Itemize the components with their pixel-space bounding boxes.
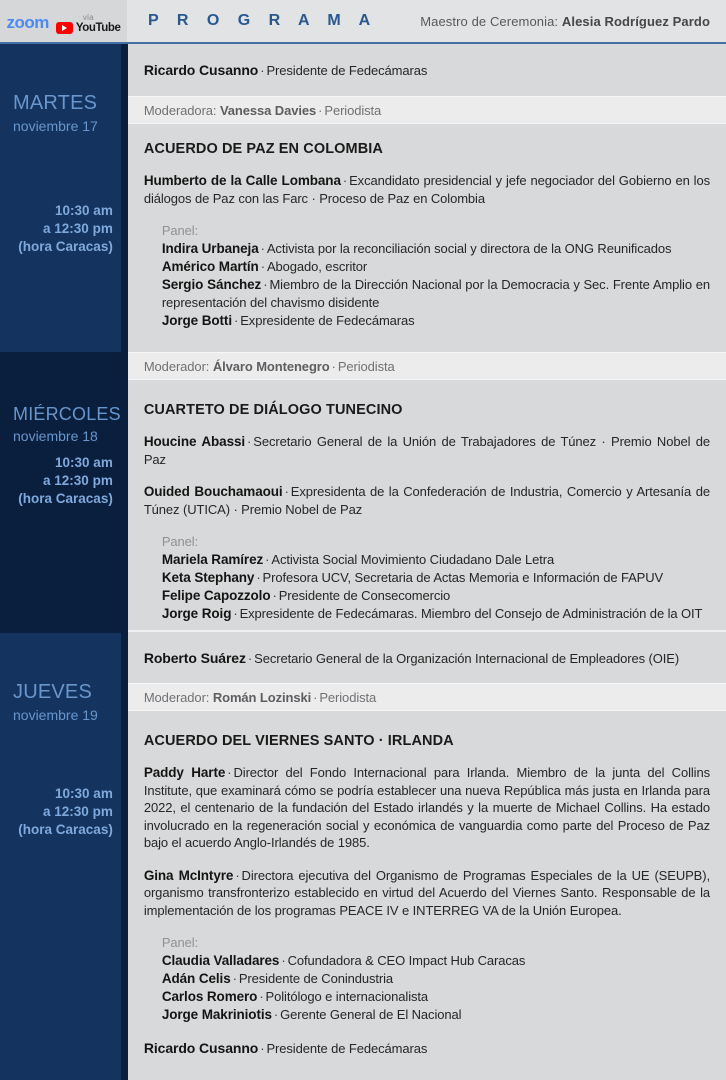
speaker-paragraph: [144, 172, 710, 207]
panel-entry: [162, 258, 710, 276]
day-name: MIÉRCOLES: [13, 404, 121, 424]
moderator-name: Vanessa Davies: [219, 102, 317, 118]
panelist-name: Felipe Capozzolo: [161, 588, 271, 603]
session-title: ACUERDO DE PAZ EN COLOMBIA: [143, 141, 383, 157]
moderator-label: Moderador:: [143, 689, 210, 705]
panelist-desc: Presidente de Conindustria: [238, 971, 394, 986]
moderator-role: Periodista: [324, 102, 382, 118]
panel-entry: [162, 240, 710, 258]
speaker-name: Roberto Suárez: [143, 649, 246, 666]
dot-separator: ·: [263, 277, 268, 292]
speaker-name: Ouided Bouchamaoui: [143, 484, 283, 499]
panel-entry: [162, 312, 710, 330]
panelist-desc: Profesora UCV, Secretaria de Actas Memoria e Información de FAPUV: [262, 570, 664, 585]
time-line: a 12:30 pm: [43, 221, 113, 236]
dot-separator: ·: [227, 765, 232, 780]
day-section-miercoles: [0, 352, 128, 633]
day-sidebar: [0, 44, 128, 1080]
dot-separator: ·: [247, 650, 253, 666]
day-name: JUEVES: [13, 681, 93, 703]
day-date: noviembre 18: [13, 428, 98, 444]
panel-list: [144, 533, 710, 623]
session-tunez: [128, 380, 726, 630]
panelist-desc: Politólogo e internacionalista: [265, 989, 429, 1004]
youtube-logo: [56, 13, 121, 34]
session-irlanda: [128, 711, 726, 1080]
speaker-paragraph: [144, 867, 710, 920]
session-title: CUARTETO DE DIÁLOGO TUNECINO: [143, 402, 403, 418]
panel-entry: [162, 587, 710, 605]
speaker-desc: Secretario General de la Unión de Trabajadores de Túnez · Premio Nobel de Paz: [143, 434, 710, 467]
moderator-name: Álvaro Montenegro: [212, 358, 330, 374]
panelist-desc: Activista por la reconciliación social y directora de la ONG Reunificados: [266, 241, 672, 256]
dot-separator: ·: [265, 552, 270, 567]
panelist-name: Jorge Roig: [161, 606, 232, 621]
speaker-desc: Secretario General de la Organización Internacional de Empleadores (OIE): [254, 650, 680, 666]
speaker-line: [144, 62, 427, 78]
dot-separator: ·: [273, 1007, 279, 1022]
panelist-desc: Abogado, escritor: [266, 259, 368, 274]
day-time: [0, 454, 121, 508]
dot-separator: ·: [260, 1041, 265, 1056]
time-line: 10:30 am: [55, 786, 113, 801]
day-date: noviembre 19: [13, 707, 98, 723]
panelist-name: Adán Celis: [161, 971, 231, 986]
panel-entry: [162, 970, 710, 988]
play-triangle-icon: [62, 25, 67, 31]
panelist-name: Mariela Ramírez: [161, 552, 264, 567]
speaker-line: [144, 1040, 710, 1056]
header-main: [127, 0, 726, 42]
panel-entry: [162, 952, 710, 970]
panelist-name: Sergio Sánchez: [161, 277, 262, 292]
panel-label: Panel:: [161, 223, 199, 238]
panel-label: Panel:: [161, 935, 199, 950]
panelist-desc: Presidente de Consecomercio: [278, 588, 451, 603]
speaker-paragraph: [144, 433, 710, 468]
panelist-desc: Expresidente de Fedecámaras: [240, 313, 415, 328]
dot-separator: ·: [260, 259, 265, 274]
time-line: 10:30 am: [55, 203, 113, 218]
dot-separator: ·: [342, 173, 348, 188]
speaker-paragraph: [144, 483, 710, 518]
session-colombia: [128, 124, 726, 352]
panel-entry: [162, 569, 710, 587]
panelist-desc: Miembro de la Dirección Nacional por la Democracia y Sec. Frente Amplio en representación del chavismo disidente: [161, 277, 710, 310]
youtube-wordmark: YouTube: [75, 21, 121, 34]
moderator-label: Moderadora:: [143, 102, 217, 118]
speaker-desc: Expresidenta de la Confederación de Industria, Comercio y Artesanía de Túnez (UTICA) · Premio Nobel de Paz: [143, 484, 710, 517]
speaker-row: [128, 630, 726, 683]
panel-list: [144, 934, 710, 1024]
youtube-play-icon: [56, 22, 73, 34]
dot-separator: ·: [313, 689, 318, 705]
day-section-jueves: [0, 633, 128, 1080]
dot-separator: ·: [331, 358, 336, 374]
speaker-name: Houcine Abassi: [143, 434, 246, 449]
panelist-desc: Activista Social Movimiento Ciudadano Dale Letra: [271, 552, 555, 567]
dot-separator: ·: [235, 867, 240, 883]
speaker-name: Ricardo Cusanno: [143, 62, 259, 78]
page-title: P R O G R A M A: [148, 12, 378, 29]
panelist-name: Américo Martín: [161, 259, 259, 274]
program-content: [128, 44, 726, 1080]
moderator-bar: [128, 96, 726, 124]
speaker-name: Ricardo Cusanno: [143, 1040, 259, 1056]
moderator-bar: [128, 352, 726, 380]
day-section-martes: [0, 44, 128, 352]
dot-separator: ·: [256, 570, 261, 585]
panelist-name: Keta Stephany: [161, 570, 255, 585]
panel-label: Panel:: [161, 534, 199, 549]
speaker-paragraph: [144, 764, 710, 852]
dot-separator: ·: [260, 63, 265, 78]
time-line: (hora Caracas): [18, 491, 113, 506]
zoom-logo: zoom: [6, 13, 49, 32]
day-time: [0, 202, 121, 256]
panel-list: [144, 222, 710, 330]
panelist-desc: Cofundadora & CEO Impact Hub Caracas: [287, 953, 526, 968]
day-time: [0, 785, 121, 839]
panelist-name: Jorge Botti: [161, 313, 232, 328]
speaker-desc: Excandidato presidencial y jefe negociador del Gobierno en los diálogos de Paz con las Farc · Proceso de Paz en Colombia: [143, 173, 710, 206]
day-date: noviembre 17: [13, 118, 98, 134]
mc-name: Alesia Rodríguez Pardo: [561, 13, 710, 29]
panel-entry: [162, 551, 710, 569]
speaker-desc: Presidente de Fedecámaras: [266, 63, 428, 78]
dot-separator: ·: [318, 102, 323, 118]
via-label: vía: [82, 12, 94, 22]
dot-separator: ·: [233, 313, 239, 328]
panel-entry: [162, 276, 710, 312]
day-name: MARTES: [13, 92, 98, 114]
speaker-line: [144, 650, 679, 666]
speaker-desc: Director del Fondo Internacional para Irlanda. Miembro de la junta del Collins Institute, que examinará cómo se podría establecer una nueva República más justa en Irlanda para 2022, el centenario de la fundación del Estado irlandés y la muerte de Michael Collins. Ha estado involucrado en la regeneración social y económica de vanguardia como parte del Proceso de Paz bajo el acuerdo Anglo-Irlandés de 1985.: [143, 765, 710, 850]
dot-separator: ·: [272, 588, 277, 603]
speaker-name: Gina McIntyre: [143, 867, 234, 883]
master-of-ceremony: [420, 14, 710, 29]
speaker-row: [128, 44, 726, 96]
time-line: a 12:30 pm: [43, 473, 113, 488]
dot-separator: ·: [232, 971, 237, 986]
panel-entry: [162, 605, 710, 623]
session-title: ACUERDO DEL VIERNES SANTO · IRLANDA: [143, 733, 454, 749]
speaker-name: Paddy Harte: [143, 765, 226, 780]
youtube-logo-row: [56, 22, 121, 34]
moderator-role: Periodista: [319, 689, 377, 705]
time-line: a 12:30 pm: [43, 804, 113, 819]
panelist-desc: Expresidente de Fedecámaras. Miembro del Consejo de Administración de la OIT: [239, 606, 703, 621]
dot-separator: ·: [247, 434, 252, 449]
dot-separator: ·: [233, 606, 238, 621]
dot-separator: ·: [259, 989, 264, 1004]
header: [0, 0, 726, 44]
panelist-name: Carlos Romero: [161, 989, 258, 1004]
panel-entry: [162, 1006, 710, 1024]
panelist-name: Claudia Valladares: [161, 953, 280, 968]
speaker-name: Humberto de la Calle Lombana: [143, 173, 341, 188]
panel-entry: [162, 988, 710, 1006]
dot-separator: ·: [284, 484, 289, 499]
moderator-name: Román Lozinski: [212, 689, 312, 705]
time-line: 10:30 am: [55, 455, 113, 470]
streaming-logos: [0, 0, 127, 42]
dot-separator: ·: [281, 953, 286, 968]
moderator-role: Periodista: [337, 358, 395, 374]
body: [0, 44, 726, 1080]
dot-separator: ·: [260, 241, 265, 256]
panelist-name: Indira Urbaneja: [161, 241, 259, 256]
moderator-label: Moderador:: [143, 358, 210, 374]
speaker-desc: Presidente de Fedecámaras: [266, 1041, 428, 1056]
panelist-name: Jorge Makriniotis: [161, 1007, 272, 1022]
mc-label: Maestro de Ceremonia:: [420, 13, 559, 29]
time-line: (hora Caracas): [18, 239, 113, 254]
speaker-desc: Directora ejecutiva del Organismo de Programas Especiales de la UE (SEUPB), organismo transfronterizo establecido en virtud del Acuerdo del Viernes Santo. Responsable de la implementación de los programas PEACE IV e INTERREG VA de la Unión Europea.: [143, 867, 710, 918]
panelist-desc: Gerente General de El Nacional: [280, 1007, 462, 1022]
time-line: (hora Caracas): [18, 822, 113, 837]
moderator-bar: [128, 683, 726, 711]
